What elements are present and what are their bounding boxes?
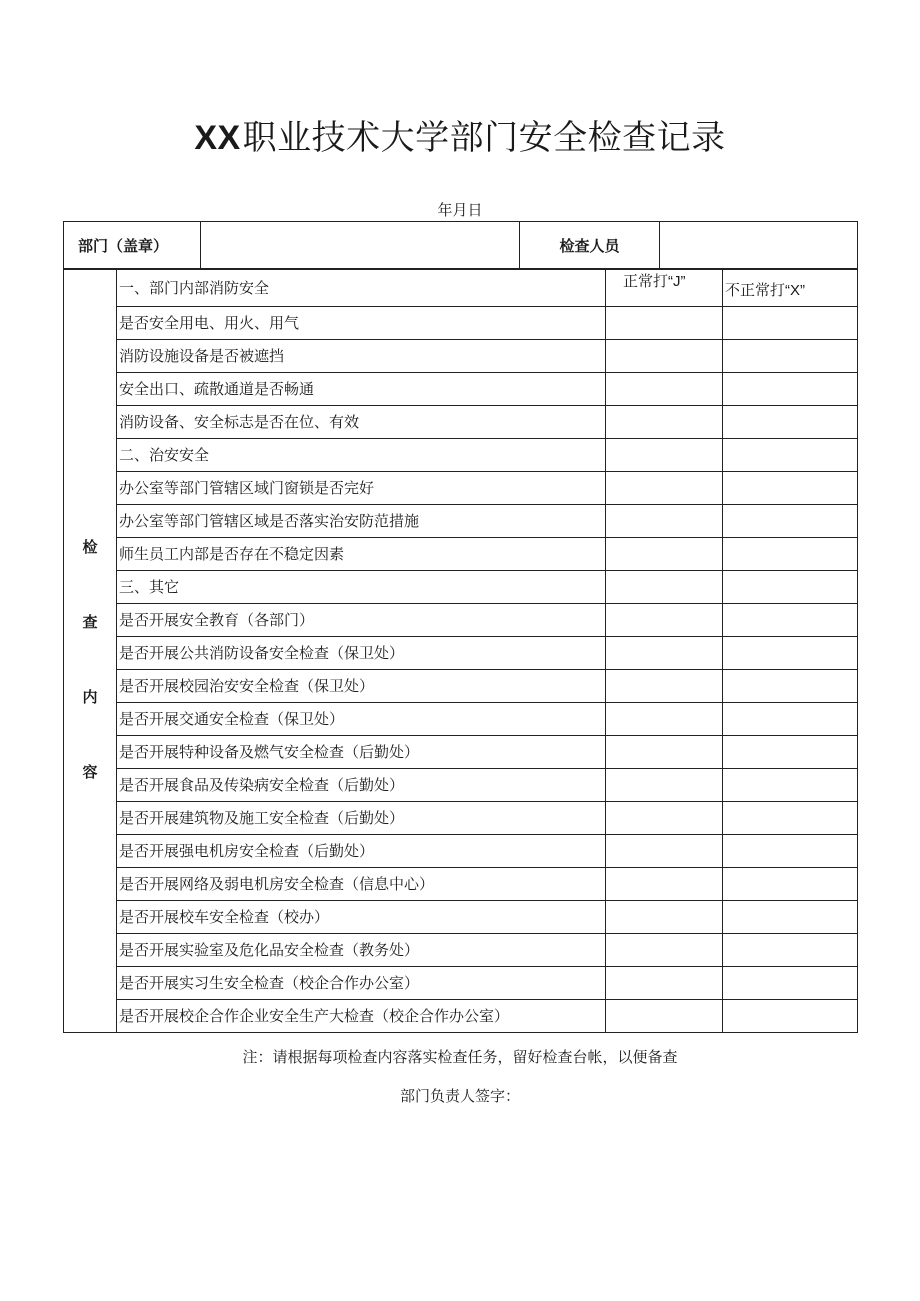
normal-column-header (606, 270, 723, 307)
checklist-item-text: 是否开展交通安全检查（保卫处） (117, 703, 606, 736)
abnormal-check-cell[interactable] (723, 736, 858, 769)
section-side-char: 检 (82, 537, 98, 556)
abnormal-check-cell[interactable] (723, 835, 858, 868)
normal-check-cell[interactable] (606, 406, 723, 439)
checklist-item-text: 是否开展校园治安安全检查（保卫处） (117, 670, 606, 703)
checklist-item-text: 是否开展安全教育（各部门） (117, 604, 606, 637)
section-side-char: 容 (82, 762, 98, 781)
abnormal-check-cell[interactable] (723, 670, 858, 703)
checklist-row (64, 472, 858, 505)
checklist-row (64, 901, 858, 934)
department-field[interactable] (201, 222, 520, 269)
abnormal-check-cell[interactable] (723, 439, 858, 472)
department-label: 部门（盖章） (64, 222, 201, 269)
abnormal-check-cell[interactable] (723, 1000, 858, 1033)
checklist-row (64, 571, 858, 604)
page-title (0, 116, 920, 160)
section-side-label (64, 270, 117, 1033)
checklist-item-text: 是否开展公共消防设备安全检查（保卫处） (117, 637, 606, 670)
date-line: 年月日 (437, 201, 483, 219)
normal-check-cell[interactable] (606, 835, 723, 868)
checklist-row (64, 703, 858, 736)
normal-check-cell[interactable] (606, 307, 723, 340)
abnormal-check-cell[interactable] (723, 571, 858, 604)
normal-check-cell[interactable] (606, 604, 723, 637)
checklist-table (63, 269, 858, 1033)
checklist-row (64, 1000, 858, 1033)
checklist-row (64, 340, 858, 373)
checklist-item-text: 安全出口、疏散通道是否畅通 (117, 373, 606, 406)
abnormal-check-cell[interactable] (723, 604, 858, 637)
checklist-item-text: 是否开展特种设备及燃气安全检查（后勤处） (117, 736, 606, 769)
normal-check-cell[interactable] (606, 637, 723, 670)
normal-check-cell[interactable] (606, 934, 723, 967)
normal-check-cell[interactable] (606, 505, 723, 538)
checklist-item-text: 是否开展建筑物及施工安全检查（后勤处） (117, 802, 606, 835)
abnormal-check-cell[interactable] (723, 703, 858, 736)
abnormal-check-cell[interactable] (723, 901, 858, 934)
normal-check-cell[interactable] (606, 967, 723, 1000)
abnormal-check-cell[interactable] (723, 340, 858, 373)
page-title-main: 职业技术大学部门安全检查记录 (242, 118, 726, 158)
checklist-item-text: 是否开展食品及传染病安全检查（后勤处） (117, 769, 606, 802)
checklist-row (64, 835, 858, 868)
checklist-row (64, 406, 858, 439)
normal-check-cell[interactable] (606, 1000, 723, 1033)
page-title-prefix: XX (194, 119, 241, 157)
checklist-row (64, 934, 858, 967)
normal-check-cell[interactable] (606, 769, 723, 802)
inspector-field[interactable] (660, 222, 858, 269)
checklist-row (64, 373, 858, 406)
abnormal-check-cell[interactable] (723, 637, 858, 670)
checklist-row (64, 802, 858, 835)
checklist-row (64, 538, 858, 571)
normal-check-cell[interactable] (606, 736, 723, 769)
normal-check-cell[interactable] (606, 340, 723, 373)
footer-note: 注：请根据每项检查内容落实检查任务，留好检查台帐，以便备查 (242, 1048, 678, 1066)
abnormal-check-cell[interactable] (723, 769, 858, 802)
abnormal-check-cell[interactable] (723, 967, 858, 1000)
normal-check-cell[interactable] (606, 901, 723, 934)
abnormal-check-cell[interactable] (723, 406, 858, 439)
abnormal-column-header (723, 270, 858, 307)
checklist-item-text: 是否开展实验室及危化品安全检查（教务处） (117, 934, 606, 967)
checklist-row (64, 736, 858, 769)
checklist-item-text: 消防设施设备是否被遮挡 (117, 340, 606, 373)
checklist-row (64, 769, 858, 802)
checklist-item-text: 办公室等部门管辖区域门窗锁是否完好 (117, 472, 606, 505)
checklist-row (64, 967, 858, 1000)
abnormal-check-cell[interactable] (723, 802, 858, 835)
checklist-row (64, 868, 858, 901)
checklist-item-text: 师生员工内部是否存在不稳定因素 (117, 538, 606, 571)
normal-mark: “J” (668, 273, 686, 290)
checklist-row (64, 604, 858, 637)
checklist-item-text: 是否开展实习生安全检查（校企合作办公室） (117, 967, 606, 1000)
abnormal-check-cell[interactable] (723, 505, 858, 538)
checklist-item-text: 是否开展校企合作企业安全生产大检查（校企合作办公室） (117, 1000, 606, 1033)
checklist-item-text: 是否开展强电机房安全检查（后勤处） (117, 835, 606, 868)
normal-check-cell[interactable] (606, 373, 723, 406)
normal-check-cell[interactable] (606, 472, 723, 505)
section-side-char: 查 (82, 612, 98, 631)
abnormal-column-label: 不正常打 (725, 280, 786, 299)
normal-check-cell[interactable] (606, 868, 723, 901)
checklist-item-text: 是否安全用电、用火、用气 (117, 307, 606, 340)
normal-check-cell[interactable] (606, 802, 723, 835)
checklist-row (64, 637, 858, 670)
inspector-label: 检查人员 (520, 222, 660, 269)
checklist-item-text: 二、治安安全 (117, 439, 606, 472)
abnormal-check-cell[interactable] (723, 868, 858, 901)
abnormal-check-cell[interactable] (723, 538, 858, 571)
checklist-row (64, 439, 858, 472)
section-side-chars (64, 537, 116, 782)
abnormal-check-cell[interactable] (723, 373, 858, 406)
abnormal-check-cell[interactable] (723, 307, 858, 340)
checklist-item-text: 三、其它 (117, 571, 606, 604)
checklist-item-text: 是否开展校车安全检查（校办） (117, 901, 606, 934)
checklist-row (64, 505, 858, 538)
checklist-item-text: 是否开展网络及弱电机房安全检查（信息中心） (117, 868, 606, 901)
normal-check-cell[interactable] (606, 703, 723, 736)
header-table (63, 221, 858, 269)
abnormal-check-cell[interactable] (723, 472, 858, 505)
normal-column-label: 正常打 (623, 272, 669, 290)
signature-label: 部门负责人签字： (399, 1087, 520, 1105)
checklist-item-text: 办公室等部门管辖区域是否落实治安防范措施 (117, 505, 606, 538)
checklist-row (64, 307, 858, 340)
checklist-item-text: 一、部门内部消防安全 (117, 270, 606, 307)
normal-check-cell[interactable] (606, 571, 723, 604)
section-side-char: 内 (82, 687, 98, 706)
abnormal-mark: “X” (785, 281, 806, 299)
normal-check-cell[interactable] (606, 670, 723, 703)
abnormal-check-cell[interactable] (723, 934, 858, 967)
normal-check-cell[interactable] (606, 538, 723, 571)
checklist-row (64, 670, 858, 703)
checklist-item-text: 消防设备、安全标志是否在位、有效 (117, 406, 606, 439)
normal-check-cell[interactable] (606, 439, 723, 472)
checklist-row (64, 270, 858, 307)
header-row (64, 222, 858, 269)
checklist-body (64, 270, 858, 1033)
